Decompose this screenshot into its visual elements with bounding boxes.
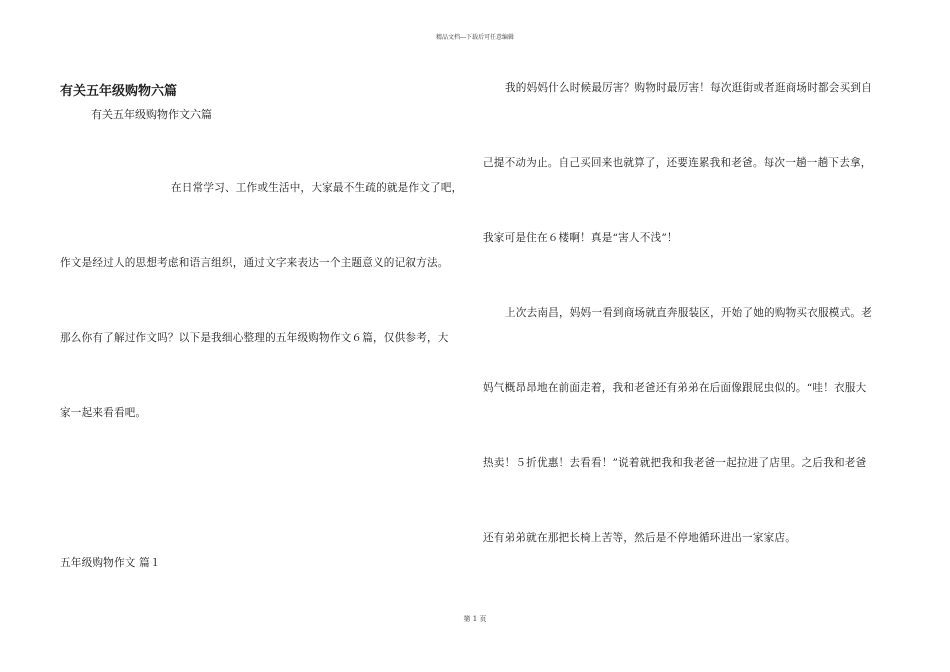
paragraph-line: 我家可是住在６楼啊！真是“害人不浅”！ <box>483 232 678 244</box>
paragraph-line: 热卖！５折优惠！去看看！”说着就把我和我老爸一起拉进了店里。之后我和老爸 <box>483 457 867 469</box>
paragraph-line: 在日常学习、工作或生活中，大家最不生疏的就是作文了吧， <box>171 182 463 194</box>
page-number: 第 1 页 <box>463 615 487 623</box>
paragraph-line: 作文是经过人的思想考虑和语言组织，通过文字来表达一个主题意义的记叙方法。 <box>60 257 449 269</box>
paragraph-line: 上次去南昌，妈妈一看到商场就直奔服装区，开始了她的购物买衣服模式。老 <box>505 307 872 319</box>
paragraph-line: 我的妈妈什么时候最厉害？购物时最厉害！每次逛街或者逛商场时都会买到自 <box>505 82 872 94</box>
page-header: 精品文档---下载后可任意编辑 <box>435 34 515 41</box>
document-subtitle: 有关五年级购物作文六篇 <box>91 108 212 121</box>
paragraph-line: 妈气概昂昂地在前面走着，我和老爸还有弟弟在后面像跟屁虫似的。“哇！衣服大 <box>483 382 867 394</box>
paragraph-line: 那么你有了解过作文吗？以下是我细心整理的五年级购物作文６篇，仅供参考，大 <box>60 332 449 344</box>
section-heading: 五年级购物作文 篇１ <box>60 557 161 569</box>
document-title: 有关五年级购物六篇 <box>60 84 178 99</box>
paragraph-line: 家一起来看看吧。 <box>60 407 147 419</box>
paragraph-line: 还有弟弟就在那把长椅上苦等，然后是不停地循环进出一家家店。 <box>483 532 797 544</box>
paragraph-line: 己提不动为止。自己买回来也就算了，还要连累我和老爸。每次一趟一趟下去拿， <box>483 157 872 169</box>
